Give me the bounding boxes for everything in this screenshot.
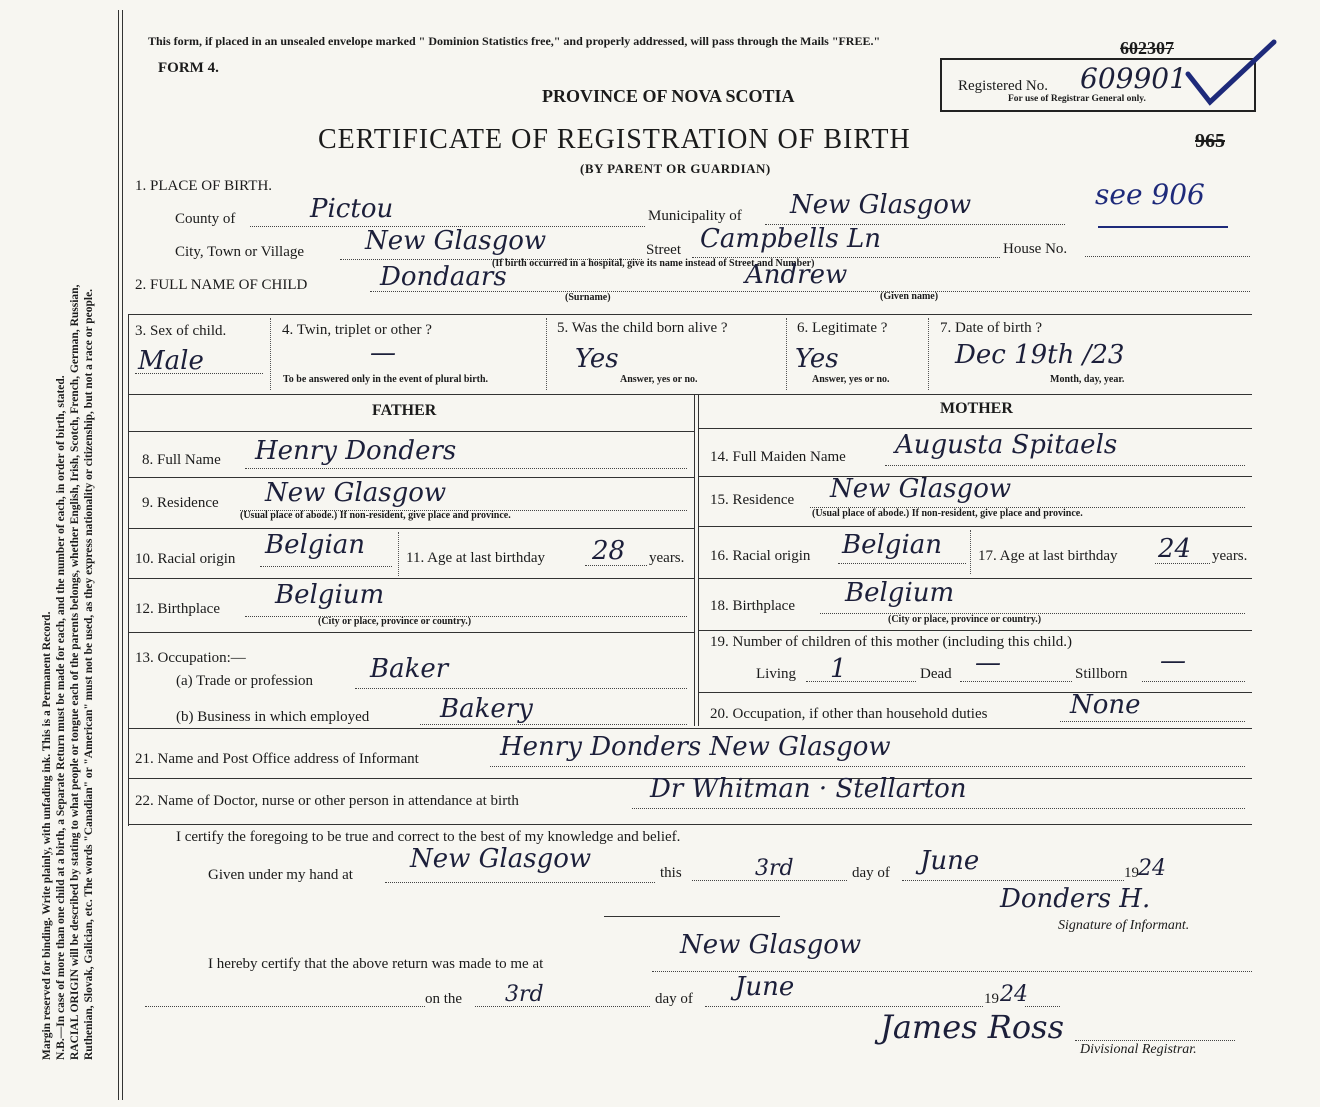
dead-value: — xyxy=(975,648,1001,678)
doctor-value: Dr Whitman · Stellarton xyxy=(650,774,967,804)
mother-age-label: 17. Age at last birthday xyxy=(978,548,1118,564)
mother-race: Belgian xyxy=(842,530,943,560)
father-name-label: 8. Full Name xyxy=(142,452,221,468)
city-label: City, Town or Village xyxy=(175,244,305,260)
registrar-use-note: For use of Registrar General only. xyxy=(1008,94,1146,104)
mother-occupation: None xyxy=(1070,690,1141,720)
given-day: 3rd xyxy=(755,856,794,881)
mother-race-label: 16. Racial origin xyxy=(710,548,811,564)
mother-residence-label: 15. Residence xyxy=(710,492,795,508)
county-label: County of xyxy=(175,211,236,227)
margin-line-1: Margin reserved for binding. Write plainly, with unfading ink. This is a Permanent Record. xyxy=(41,611,53,1060)
informant-label: 21. Name and Post Office address of Informant xyxy=(135,751,419,767)
mother-abode-note: (Usual place of abode.) If non-resident, give place and province. xyxy=(812,508,1083,519)
alive-note: Answer, yes or no. xyxy=(620,374,698,385)
father-name: Henry Donders xyxy=(255,436,457,466)
sex-value: Male xyxy=(138,346,204,376)
child-name-label: 2. FULL NAME OF CHILD xyxy=(135,277,308,293)
alive-value: Yes xyxy=(575,344,619,374)
side-note: see 906 xyxy=(1095,178,1205,211)
binding-rule xyxy=(118,10,119,1100)
return-year-prefix: 19 xyxy=(984,991,999,1007)
father-bp-note: (City or place, province or country.) xyxy=(318,616,472,627)
check-mark-icon xyxy=(1180,36,1280,108)
legitimate-value: Yes xyxy=(795,344,839,374)
return-day: 3rd xyxy=(505,982,544,1007)
living-label: Living xyxy=(756,666,796,682)
surname-note: (Surname) xyxy=(565,292,611,303)
corner-mark: 965 xyxy=(1195,130,1225,152)
house-label: House No. xyxy=(1003,241,1068,257)
registrar-signature: James Ross xyxy=(880,1008,1064,1046)
hospital-note: (If birth occurred in a hospital, give its name instead of Street and Number) xyxy=(492,258,815,269)
mother-birthplace: Belgium xyxy=(845,578,955,608)
binding-rule-2 xyxy=(122,10,123,1100)
registrar-label: Divisional Registrar. xyxy=(1080,1042,1197,1057)
given-month: June xyxy=(920,846,980,876)
alive-label: 5. Was the child born alive ? xyxy=(557,320,728,336)
street-label: Street xyxy=(646,242,681,258)
dob-value: Dec 19th /23 xyxy=(955,340,1125,370)
legitimate-note: Answer, yes or no. xyxy=(812,374,890,385)
return-month: June xyxy=(735,972,795,1002)
legitimate-label: 6. Legitimate ? xyxy=(797,320,888,336)
municipality-value: New Glasgow xyxy=(790,190,972,220)
mother-residence: New Glasgow xyxy=(830,474,1012,504)
given-place: New Glasgow xyxy=(410,844,592,874)
father-residence-label: 9. Residence xyxy=(142,495,219,511)
mother-bp-note: (City or place, province or country.) xyxy=(888,614,1042,625)
father-age: 28 xyxy=(592,536,626,566)
father-birthplace: Belgium xyxy=(275,580,385,610)
sex-label: 3. Sex of child. xyxy=(135,323,227,339)
mother-age: 24 xyxy=(1158,534,1192,564)
return-place: New Glasgow xyxy=(680,930,862,960)
margin-line-3: RACIAL ORIGIN will be described by stating to what people or tongue each of the parents belongs, whether English, Irish, Scotch, French, German, Russian, xyxy=(69,284,81,1060)
given-under-label: Given under my hand at xyxy=(208,867,353,883)
registered-number: 609901 xyxy=(1080,62,1187,95)
dob-label: 7. Date of birth ? xyxy=(940,320,1043,336)
return-label: I hereby certify that the above return was made to me at xyxy=(208,956,544,972)
twin-label: 4. Twin, triplet or other ? xyxy=(282,322,432,338)
form-number: FORM 4. xyxy=(158,60,219,76)
day-of-label: day of xyxy=(852,865,890,881)
registered-label: Registered No. xyxy=(958,78,1048,94)
informant-signature: Donders H. xyxy=(1000,884,1151,914)
county-value: Pictou xyxy=(310,194,394,224)
place-of-birth-label: 1. PLACE OF BIRTH. xyxy=(135,178,273,194)
municipality-label: Municipality of xyxy=(648,208,742,224)
mother-years-label: years. xyxy=(1212,548,1248,564)
page-subtitle: (BY PARENT OR GUARDIAN) xyxy=(580,161,771,176)
given-note: (Given name) xyxy=(880,291,939,302)
informant-signature-label: Signature of Informant. xyxy=(1058,918,1190,933)
margin-instructions xyxy=(40,20,110,1060)
father-race: Belgian xyxy=(265,530,366,560)
certify-statement: I certify the foregoing to be true and correct to the best of my knowledge and belief. xyxy=(176,829,681,845)
return-day-of-label: day of xyxy=(655,991,693,1007)
father-age-label: 11. Age at last birthday xyxy=(406,550,545,566)
mother-birthplace-label: 18. Birthplace xyxy=(710,598,795,614)
father-birthplace-label: 12. Birthplace xyxy=(135,601,220,617)
mother-header: MOTHER xyxy=(940,400,1013,417)
mother-occupation-label: 20. Occupation, if other than household duties xyxy=(710,706,988,722)
side-note-underline xyxy=(1098,226,1228,228)
struck-number: 602307 xyxy=(1120,38,1174,58)
city-value: New Glasgow xyxy=(365,226,547,256)
year-prefix: 19 xyxy=(1124,865,1139,881)
occupation-label: 13. Occupation:— xyxy=(135,650,246,666)
mail-notice: This form, if placed in an unsealed envelope marked " Dominion Statistics free," and properly addressed, will pass through the Mails "FREE." xyxy=(148,34,881,48)
margin-line-4: Ruthenian, Slovak, Galician, etc. The words "Canadian" or "American" must not be used, as they express nationality or citizenship, but not a race or people. xyxy=(83,288,95,1060)
return-year: 24 xyxy=(1000,982,1028,1007)
dob-note: Month, day, year. xyxy=(1050,374,1125,385)
father-years-label: years. xyxy=(649,550,685,566)
street-value: Campbells Ln xyxy=(700,224,881,254)
twin-value: — xyxy=(370,338,396,368)
margin-line-2: N.B.—In case of more than one child at a birth, a Separate Return must be made for each, and the number of each, in order of birth, stated. xyxy=(55,375,67,1060)
business-value: Bakery xyxy=(440,694,533,724)
father-abode-note: (Usual place of abode.) If non-resident, give place and province. xyxy=(240,510,511,521)
stillborn-value: — xyxy=(1160,646,1186,676)
child-surname: Dondaars xyxy=(380,262,507,292)
page-title: CERTIFICATE OF REGISTRATION OF BIRTH xyxy=(318,124,911,155)
dead-label: Dead xyxy=(920,666,952,682)
on-the-label: on the xyxy=(425,991,463,1007)
father-residence: New Glasgow xyxy=(265,478,447,508)
stillborn-label: Stillborn xyxy=(1075,666,1128,682)
province-title: PROVINCE OF NOVA SCOTIA xyxy=(542,86,795,106)
twin-note: To be answered only in the event of plural birth. xyxy=(283,374,489,385)
mother-name-label: 14. Full Maiden Name xyxy=(710,449,846,465)
business-label: (b) Business in which employed xyxy=(176,709,370,725)
child-given-name: Andrew xyxy=(745,260,848,290)
this-label: this xyxy=(660,865,682,881)
living-value: 1 xyxy=(830,654,847,684)
doctor-label: 22. Name of Doctor, nurse or other person in attendance at birth xyxy=(135,793,519,809)
children-count-label: 19. Number of children of this mother (including this child.) xyxy=(710,634,1073,650)
father-race-label: 10. Racial origin xyxy=(135,551,236,567)
father-header: FATHER xyxy=(372,402,437,419)
trade-value: Baker xyxy=(370,654,449,684)
informant-value: Henry Donders New Glasgow xyxy=(500,732,891,762)
trade-label: (a) Trade or profession xyxy=(176,673,314,689)
mother-name: Augusta Spitaels xyxy=(895,430,1118,460)
given-year: 24 xyxy=(1138,856,1166,881)
